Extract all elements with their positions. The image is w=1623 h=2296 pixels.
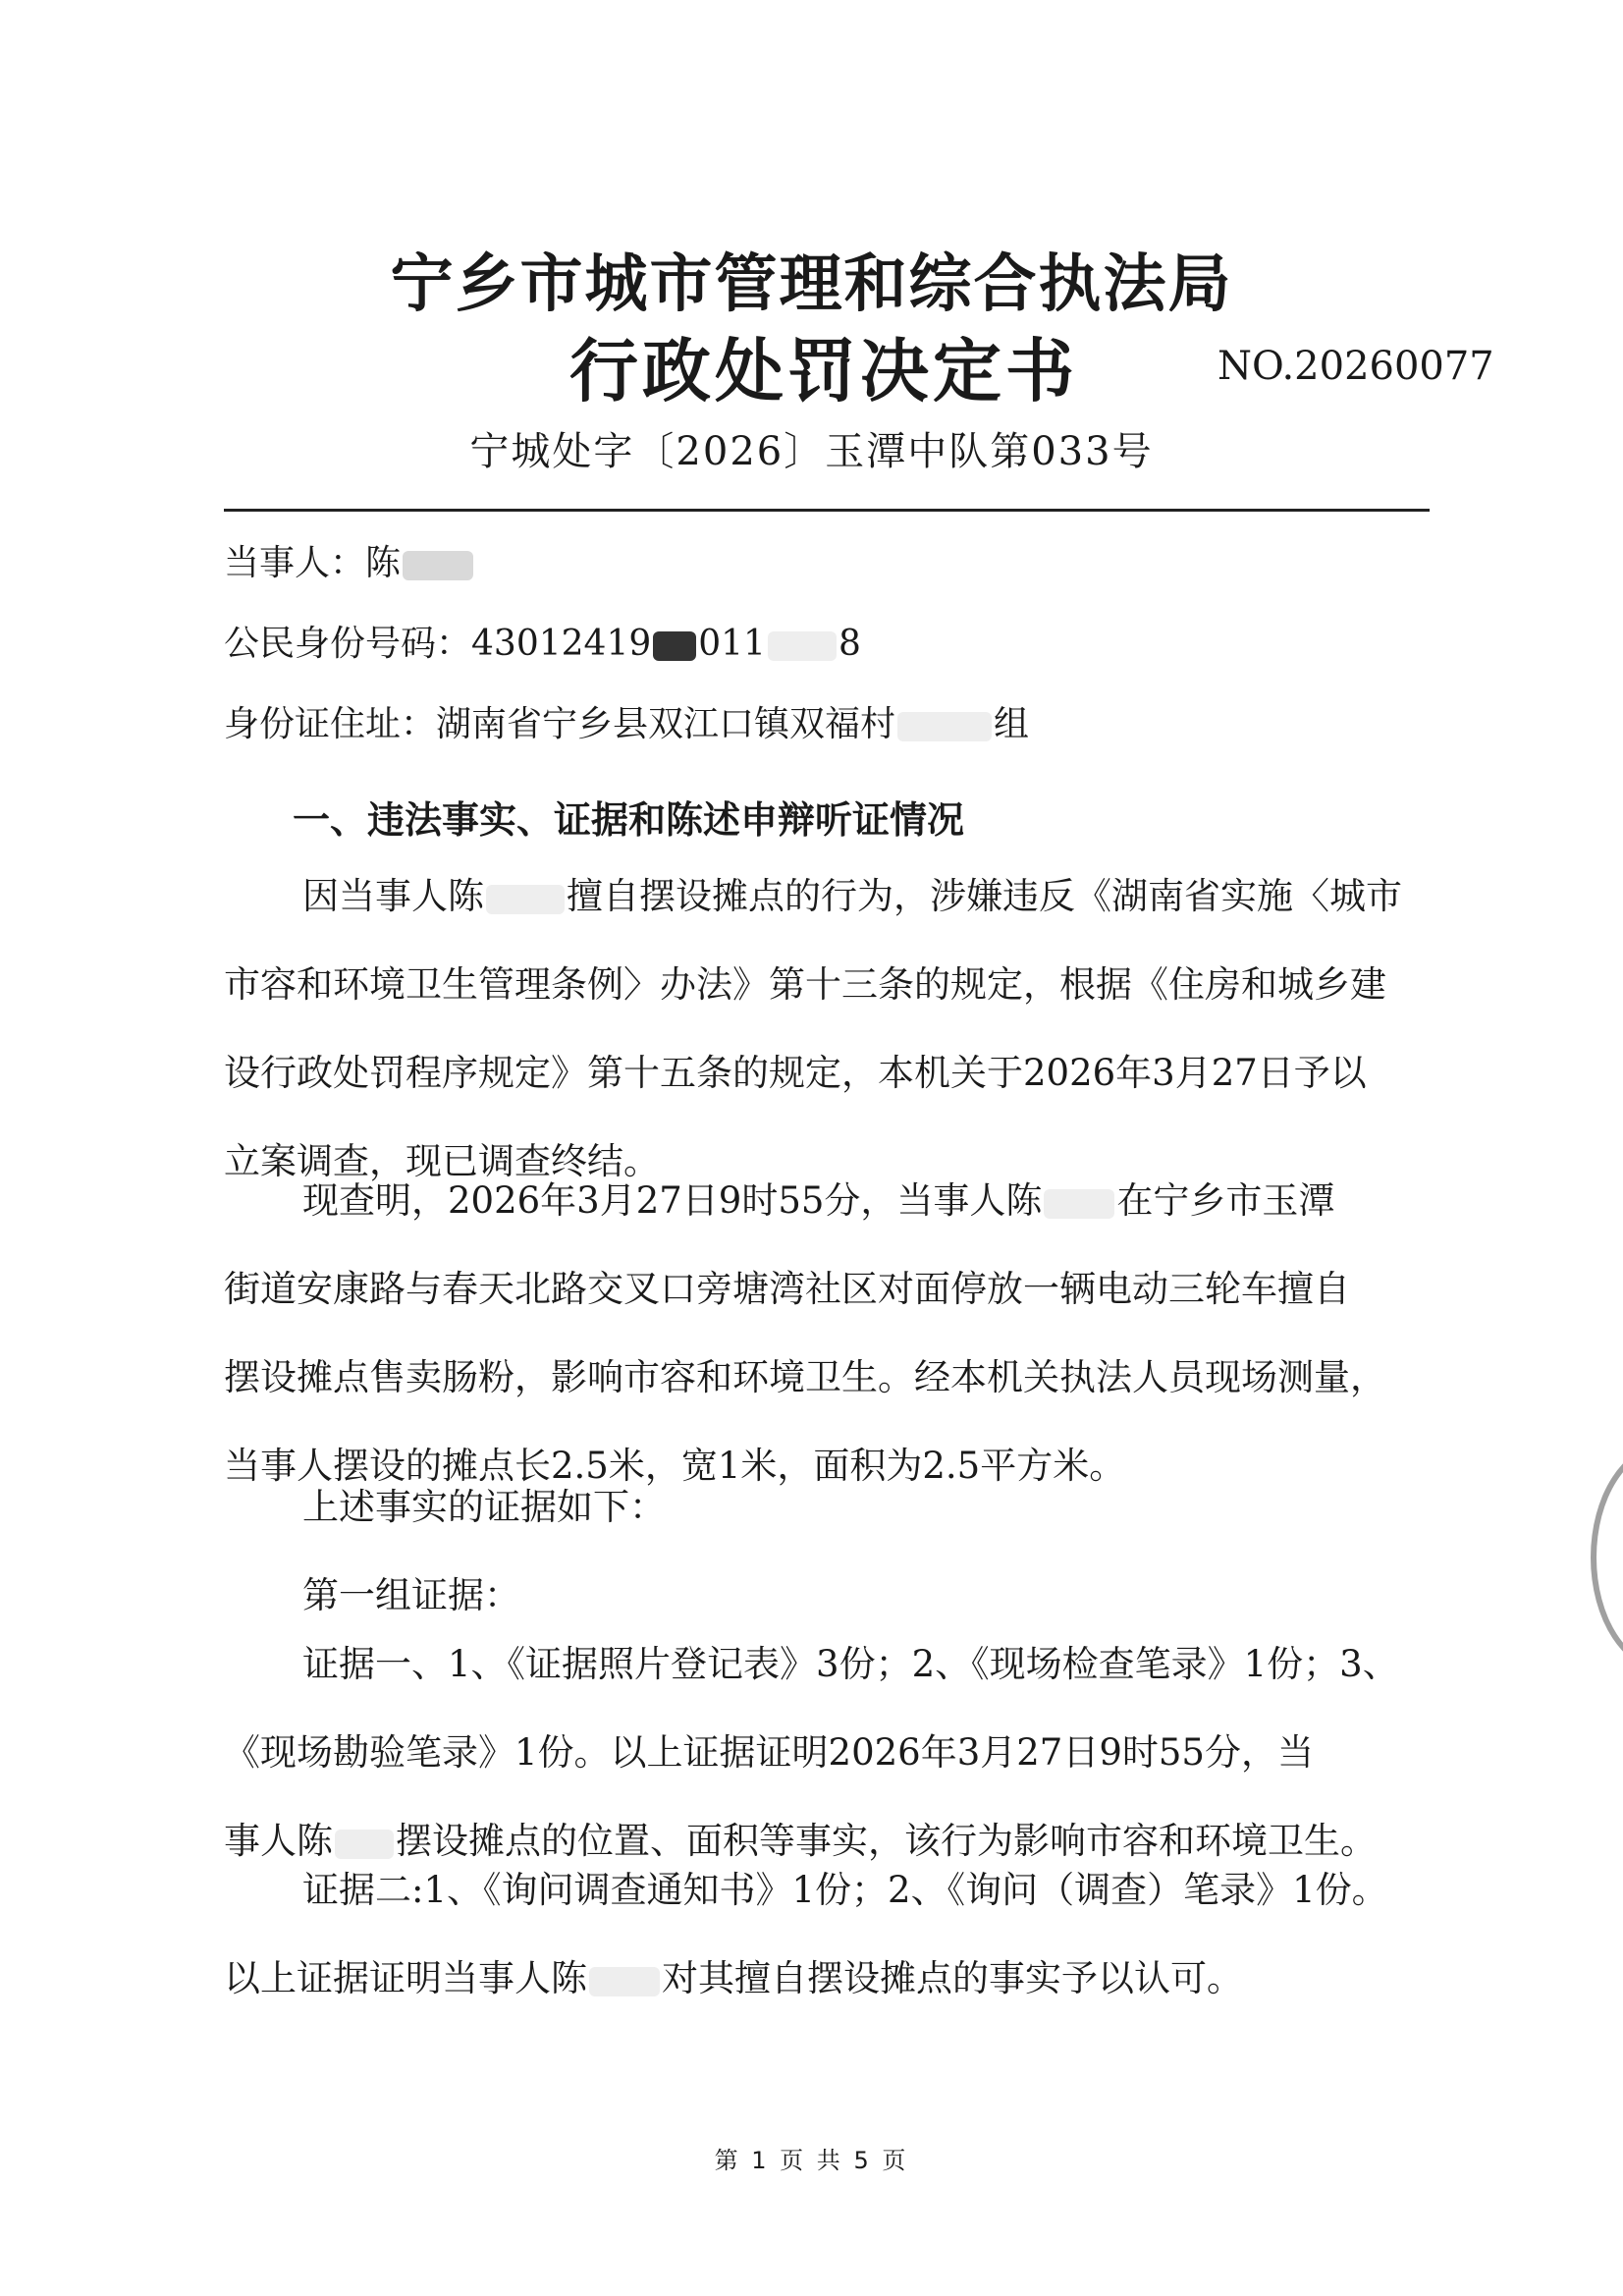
text-line: 证据一、1、《证据照片登记表》3份；2、《现场检查笔录》1份；3、 [302, 1643, 1399, 1685]
text-line: 证据二:1、《询问调查通知书》1份；2、《询问（调查）笔录》1份。 [302, 1869, 1388, 1911]
text-line: 摆设摊点售卖肠粉，影响市容和环境卫生。经本机关执法人员现场测量， [224, 1356, 1386, 1398]
text-line: 因当事人陈 擅自摆设摊点的行为，涉嫌违反《湖南省实施〈城市 [302, 875, 1402, 917]
party-address-line [224, 703, 1029, 746]
text-line: 当事人摆设的摊点长2.5米，宽1米，面积为2.5平方米。 [224, 1445, 1126, 1487]
party-id-line [224, 623, 861, 666]
redaction-block [1044, 1189, 1114, 1219]
document-number: NO.20260077 [1217, 344, 1494, 389]
page-footer: 第 1 页 共 5 页 [714, 2147, 909, 2174]
party-id-label: 公民身份号码： [224, 624, 472, 664]
section-heading: 一、违法事实、证据和陈述申辩听证情况 [293, 798, 965, 842]
redaction-block [403, 551, 473, 580]
redaction-block [897, 712, 992, 741]
paragraph-findings [224, 1157, 1432, 1510]
party-address-value: 湖南省宁乡县双江口镇双福村 [436, 704, 896, 744]
party-name-label: 当事人： [224, 543, 366, 583]
party-name-line [224, 542, 475, 585]
text-line: 设行政处罚程序规定》第十五条的规定，本机关于2026年3月27日予以 [224, 1052, 1367, 1094]
party-id-part1: 43012419 [471, 624, 652, 664]
text-line: 《现场勘验笔录》1份。以上证据证明2026年3月27日9时55分，当 [224, 1731, 1314, 1774]
paragraph-evidence-two [224, 1846, 1432, 2023]
redaction-block [768, 631, 837, 661]
text-line: 街道安康路与春天北路交叉口旁塘湾社区对面停放一辆电动三轮车擅自 [224, 1268, 1350, 1310]
redaction-block [589, 1967, 660, 1996]
text-line: 立案调查，现已调查终结。 [224, 1140, 660, 1182]
document-title: 行政处罚决定书 [569, 331, 1078, 411]
redaction-block [653, 631, 696, 661]
reference-number: 宁城处字〔2026〕玉潭中队第033号 [469, 429, 1154, 474]
text-line: 以上证据证明当事人陈 对其擅自摆设摊点的事实予以认可。 [224, 1957, 1243, 1999]
party-id-part3: 8 [838, 624, 861, 664]
paragraph-evidence-intro [224, 1463, 1432, 1640]
org-title: 宁乡市城市管理和综合执法局 [390, 248, 1233, 321]
party-address-suffix: 组 [994, 704, 1030, 744]
party-address-label: 身份证住址： [224, 704, 437, 744]
text-line: 市容和环境卫生管理条例〉办法》第十三条的规定，根据《住房和城乡建 [224, 963, 1386, 1006]
redaction-block [486, 885, 565, 914]
header-divider [224, 509, 1430, 512]
text-line: 上述事实的证据如下： [302, 1486, 666, 1528]
paragraph-case-filing [224, 852, 1432, 1206]
text-line: 事人陈 摆设摊点的位置、面积等事实，该行为影响市容和环境卫生。 [224, 1820, 1377, 1862]
party-id-part2: 011 [698, 624, 766, 664]
seal-stamp-edge [1591, 1444, 1623, 1671]
text-line: 现查明，2026年3月27日9时55分，当事人陈 在宁乡市玉潭 [302, 1179, 1335, 1222]
party-name-value: 陈 [365, 543, 402, 583]
text-line: 第一组证据： [302, 1574, 520, 1616]
